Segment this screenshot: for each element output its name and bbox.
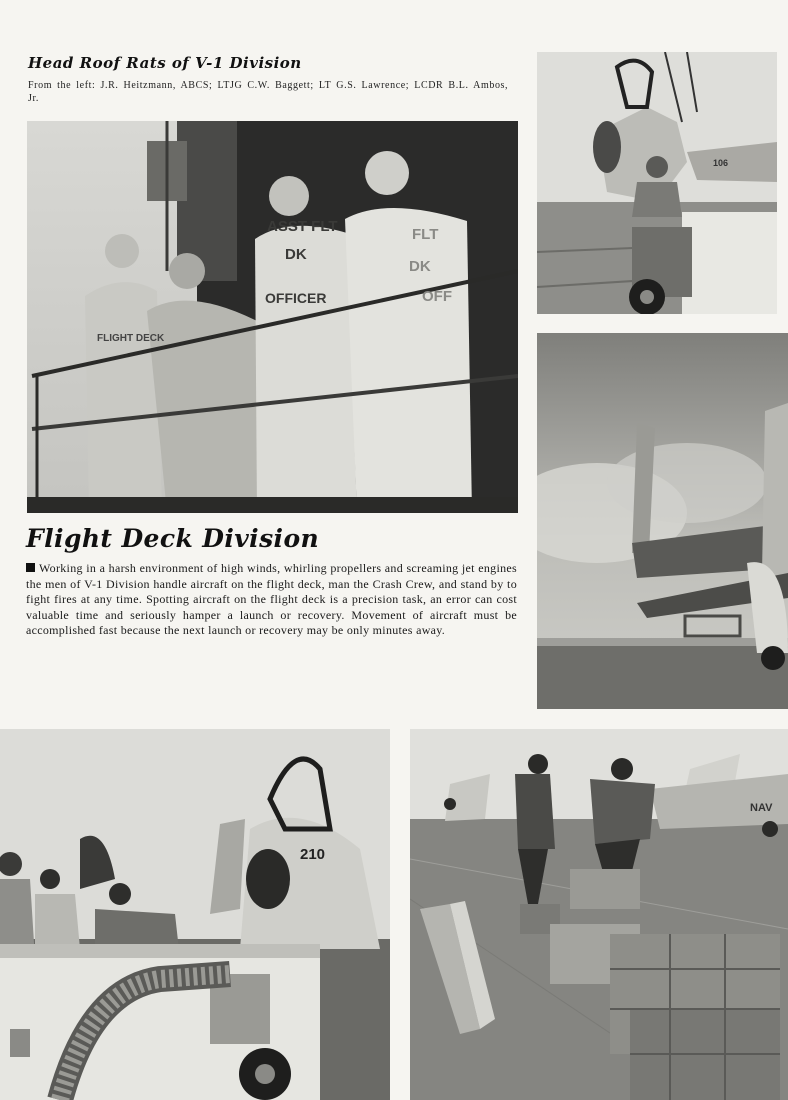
navy-mark: NAV xyxy=(750,802,773,814)
photo-officers-on-catwalk xyxy=(27,121,518,513)
jacket-text-3: FLT xyxy=(412,226,439,243)
jacket-text-3b: DK xyxy=(409,258,431,275)
photo-jet-and-tractor xyxy=(537,52,777,314)
jacket-text-2c: OFFICER xyxy=(265,290,327,306)
photo-deck-crew-chocks xyxy=(410,729,788,1100)
nose-number: 210 xyxy=(300,846,326,863)
tail-code: 106 xyxy=(713,158,729,168)
photo-caption-names: From the left: J.R. Heitzmann, ABCS; LTJG C.W. Baggett; LT G.S. Lawrence; LCDR B.L. Ambos, Jr. xyxy=(28,80,509,104)
section-body xyxy=(26,561,517,639)
photo-caption-heading: Head Roof Rats of V-1 Division xyxy=(28,54,302,72)
section-body-text: Working in a harsh environment of high winds, whirling propellers and screaming jet engines the men of V-1 Division handle aircraft on the flight deck, man the Crash Crew, and stand by to fight fires at any time. Spotting aircraft on the flight deck is a precision task, an error can cost valuable time and seriously hamper a launch or recovery. Movement of aircraft must be accomplished fast because the next launch or recovery may be only minutes away. xyxy=(26,561,517,637)
paragraph-marker-icon xyxy=(26,563,35,572)
jacket-text-1: FLIGHT DECK xyxy=(97,333,165,344)
jacket-text-2b: DK xyxy=(285,246,307,263)
section-title: Flight Deck Division xyxy=(26,524,320,553)
jacket-text-2: ASST FLT xyxy=(267,218,338,235)
photo-aircraft-tails xyxy=(537,333,788,709)
photo-crash-crew xyxy=(0,729,390,1100)
jacket-text-3c: OFF xyxy=(422,288,452,305)
